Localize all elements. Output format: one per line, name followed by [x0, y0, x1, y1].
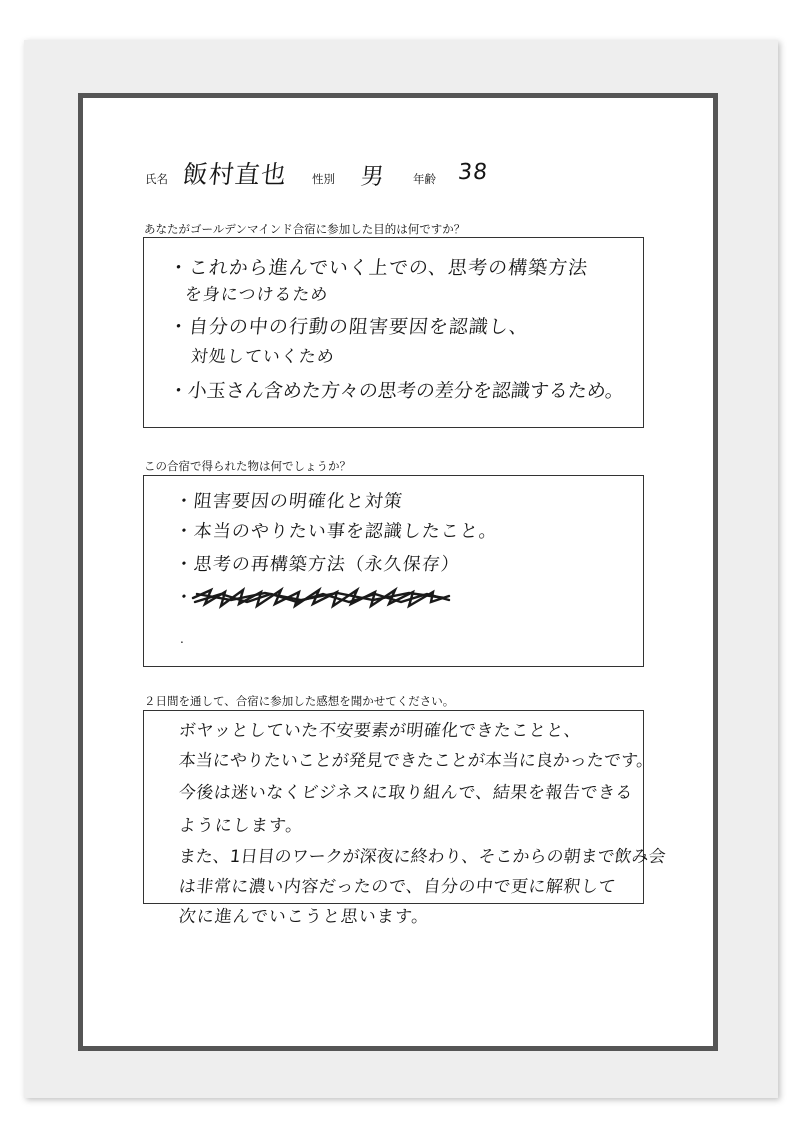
answer-3-line: 本当にやりたいことが発見できたことが本当に良かったです。 — [177, 751, 655, 771]
gender-value: 男 — [359, 164, 387, 190]
answer-2-line: ・思考の再構築方法（永久保存） — [173, 554, 461, 575]
answer-1-line: ・小玉さん含めた方々の思考の差分を認識するため。 — [167, 380, 626, 402]
age-label: 年齢 — [413, 172, 436, 186]
age-value: 38 — [456, 160, 490, 185]
answer-3-line: ようにします。 — [177, 816, 305, 836]
answer-1-line: ・これから進んでいく上での、思考の構築方法 — [167, 257, 590, 279]
answer-2-line: ・本当のやりたい事を認識したこと。 — [173, 521, 499, 542]
answer-2-line: ・ — [173, 587, 195, 608]
question-1: あなたがゴールデンマインド合宿に参加した目的は何ですか？ — [144, 222, 466, 236]
question-2: この合宿で得られた物は何でしょうか？ — [144, 459, 351, 473]
answer-3-line: 次に進んでいこうと思います。 — [177, 907, 431, 927]
answer-2-line: ・阻害要因の明確化と対策 — [173, 491, 404, 512]
answer-1-line: 対処していくため — [189, 347, 336, 367]
answer-3-line: ボヤッとしていた不安要素が明確化できたことと、 — [177, 721, 583, 741]
stray-dot: . — [180, 632, 184, 646]
answer-1-line: ・自分の中の行動の阻害要因を認識し、 — [167, 316, 531, 338]
name-label: 氏名 — [145, 172, 168, 186]
answer-3-line: また、1日目のワークが深夜に終わり、そこからの朝まで飲み会 — [177, 847, 667, 867]
answer-3-line: 今後は迷いなくビジネスに取り組んで、結果を報告できる — [177, 783, 634, 803]
answer-3-line: は非常に濃い内容だったので、自分の中で更に解釈して — [177, 877, 617, 897]
name-value: 飯村直也 — [181, 160, 289, 189]
survey-sheet — [78, 93, 718, 1051]
question-3: ２日間を通して、合宿に参加した感想を聞かせてください。 — [144, 694, 455, 708]
scribbled-out-line — [191, 584, 453, 610]
answer-1-line: を身につけるため — [183, 285, 330, 305]
gender-label: 性別 — [312, 172, 335, 186]
